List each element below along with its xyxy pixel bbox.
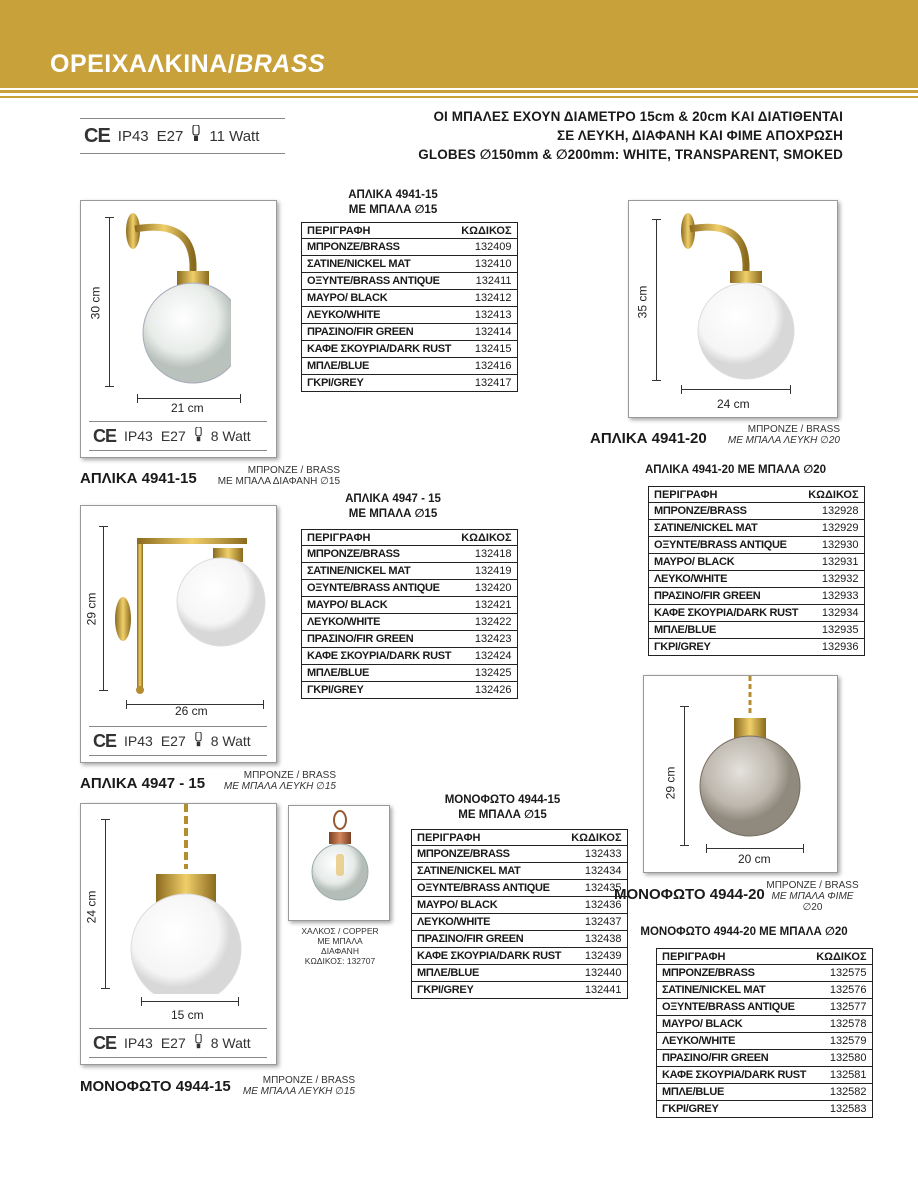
width-label: 15 cm xyxy=(171,1008,204,1022)
finish-description: ΜΠΡΟΝΖΕ/BRASS xyxy=(302,546,457,563)
socket-type: E27 xyxy=(156,127,184,145)
finish-description: ΜΠΡΟΝΖΕ/BRASS xyxy=(412,846,567,863)
product-subtitle: ΜΠΡΟΝΖΕ / BRASS ΜΕ ΜΠΑΛΑ ΛΕΥΚΗ ∅15 xyxy=(223,770,336,792)
product-subtitle: ΜΠΡΟΝΖΕ / BRASS ΜΕ ΜΠΑΛΑ ΛΕΥΚΗ ∅20 xyxy=(727,424,840,446)
globe-note-line3: GLOBES ∅150mm & ∅200mm: WHITE, TRANSPARENT, SMOKED xyxy=(418,147,843,162)
table-row xyxy=(302,273,518,290)
finish-description: ΓΚΡΙ/GREY xyxy=(412,982,567,999)
width-label: 24 cm xyxy=(717,397,750,411)
product-code: 132414 xyxy=(456,324,517,341)
height-label: 29 cm xyxy=(663,766,678,800)
product-code: 132410 xyxy=(456,256,517,273)
table-header-row xyxy=(412,830,628,846)
bulb-icon xyxy=(191,125,201,147)
wattage: 8 Watt xyxy=(210,733,251,749)
table-row xyxy=(657,1016,873,1033)
column-header-description: ΠΕΡΙΓΡΑΦΗ xyxy=(302,223,457,239)
product-code: 132418 xyxy=(456,546,517,563)
width-dimension xyxy=(706,848,804,849)
table-row xyxy=(302,648,518,665)
height-label: 29 cm xyxy=(84,592,99,626)
product-code: 132435 xyxy=(566,880,627,897)
product-code: 132575 xyxy=(811,965,872,982)
header-divider xyxy=(0,90,918,93)
finish-description: ΟΞΥΝΤΕ/BRASS ANTIQUE xyxy=(302,273,457,290)
height-dimension xyxy=(656,219,657,381)
product-code: 132582 xyxy=(811,1084,872,1101)
ip-rating: IP43 xyxy=(117,127,149,145)
column-header-code: ΚΩΔΙΚΟΣ xyxy=(456,530,517,546)
finish-description: ΠΡΑΣΙΝΟ/FIR GREEN xyxy=(649,588,804,605)
wall-lamp-clear-globe-image xyxy=(121,209,231,389)
table-header-row xyxy=(302,530,518,546)
socket-type: E27 xyxy=(160,733,186,749)
table-row xyxy=(302,290,518,307)
finish-description: ΜΠΛΕ/BLUE xyxy=(649,622,804,639)
finish-description: ΜΠΛΕ/BLUE xyxy=(302,665,457,682)
finish-description: ΣΑΤΙΝΕ/NICKEL MAT xyxy=(412,863,567,880)
pendant-lamp-smoked-globe-image xyxy=(694,676,804,846)
table-header-row xyxy=(657,949,873,965)
table-header-row xyxy=(649,487,865,503)
table-row xyxy=(302,341,518,358)
copper-variant-frame xyxy=(288,805,390,921)
bulb-icon xyxy=(194,1034,203,1053)
product-code: 132928 xyxy=(803,503,864,520)
table-row xyxy=(649,537,865,554)
product-code: 132934 xyxy=(803,605,864,622)
product-code: 132433 xyxy=(566,846,627,863)
finish-description: ΜΠΡΟΝΖΕ/BRASS xyxy=(302,239,457,256)
finish-description: ΟΞΥΝΤΕ/BRASS ANTIQUE xyxy=(412,880,567,897)
width-label: 26 cm xyxy=(175,704,208,718)
finish-description: ΠΡΑΣΙΝΟ/FIR GREEN xyxy=(302,631,457,648)
code-table-4944-20 xyxy=(656,948,873,1118)
table-row xyxy=(302,563,518,580)
table-row xyxy=(412,880,628,897)
finish-description: ΜΑΥΡΟ/ BLACK xyxy=(649,554,804,571)
globe-note xyxy=(418,107,843,164)
product-code: 132438 xyxy=(566,931,627,948)
column-header-code: ΚΩΔΙΚΟΣ xyxy=(456,223,517,239)
column-header-description: ΠΕΡΙΓΡΑΦΗ xyxy=(412,830,567,846)
finish-description: ΜΑΥΡΟ/ BLACK xyxy=(302,597,457,614)
table-row xyxy=(302,239,518,256)
code-table-4941-15 xyxy=(301,222,518,392)
table-row xyxy=(302,682,518,699)
finish-description: ΛΕΥΚΟ/WHITE xyxy=(302,614,457,631)
wattage: 8 Watt xyxy=(210,1035,251,1051)
bulb-icon xyxy=(194,427,203,446)
finish-description: ΛΕΥΚΟ/WHITE xyxy=(412,914,567,931)
product-code: 132935 xyxy=(803,622,864,639)
ce-mark-icon: CE xyxy=(84,124,110,147)
width-dimension xyxy=(137,398,241,399)
product-code: 132412 xyxy=(456,290,517,307)
width-dimension xyxy=(681,389,791,390)
table-row xyxy=(302,256,518,273)
table-row xyxy=(302,375,518,392)
height-dimension xyxy=(684,706,685,846)
product-code: 132423 xyxy=(456,631,517,648)
table-row xyxy=(657,999,873,1016)
table-row xyxy=(649,503,865,520)
table-row xyxy=(412,863,628,880)
finish-description: ΣΑΤΙΝΕ/NICKEL MAT xyxy=(302,256,457,273)
table-row xyxy=(302,597,518,614)
product-name: ΜΟΝΟΦΩΤΟ 4944-20 xyxy=(614,886,765,903)
table-row xyxy=(302,614,518,631)
socket-type: E27 xyxy=(160,428,186,444)
product-code: 132933 xyxy=(803,588,864,605)
finish-description: ΜΠΛΕ/BLUE xyxy=(657,1084,812,1101)
header-divider-thin xyxy=(0,96,918,98)
product-name: ΑΠΛΙΚΑ 4941-20 xyxy=(590,430,707,447)
table-row xyxy=(657,1101,873,1118)
column-header-description: ΠΕΡΙΓΡΑΦΗ xyxy=(649,487,804,503)
table-row xyxy=(649,622,865,639)
product-code: 132411 xyxy=(456,273,517,290)
product-frame-4941-15 xyxy=(80,200,277,458)
product-name: ΑΠΛΙΚΑ 4947 - 15 xyxy=(80,775,206,792)
finish-description: ΓΚΡΙ/GREY xyxy=(302,682,457,699)
product-frame-4944-20 xyxy=(643,675,838,873)
column-header-description: ΠΕΡΙΓΡΑΦΗ xyxy=(302,530,457,546)
table-row xyxy=(657,982,873,999)
copper-pendant-image xyxy=(307,810,373,918)
product-frame-4941-20 xyxy=(628,200,838,418)
product-code: 132415 xyxy=(456,341,517,358)
table-title: ΑΠΛΙΚΑ 4941-20 ΜΕ ΜΠΑΛΑ ∅20 xyxy=(644,464,827,476)
height-dimension xyxy=(109,217,110,387)
table-row xyxy=(302,631,518,648)
ip-rating: IP43 xyxy=(124,428,153,444)
product-code: 132424 xyxy=(456,648,517,665)
height-dimension xyxy=(103,526,104,691)
spec-bar-main xyxy=(80,118,285,154)
finish-description: ΜΠΛΕ/BLUE xyxy=(412,965,567,982)
product-code: 132441 xyxy=(566,982,627,999)
product-code: 132409 xyxy=(456,239,517,256)
product-name: ΜΟΝΟΦΩΤΟ 4944-15 xyxy=(80,1078,231,1095)
column-header-code: ΚΩΔΙΚΟΣ xyxy=(803,487,864,503)
column-header-code: ΚΩΔΙΚΟΣ xyxy=(566,830,627,846)
spec-bar xyxy=(89,421,267,451)
spec-bar xyxy=(89,1028,267,1058)
ip-rating: IP43 xyxy=(124,733,153,749)
finish-description: ΠΡΑΣΙΝΟ/FIR GREEN xyxy=(302,324,457,341)
table-title: ΑΠΛΙΚΑ 4941-15 ΜΕ ΜΠΑΛΑ ∅15 xyxy=(348,189,438,216)
finish-description: ΟΞΥΝΤΕ/BRASS ANTIQUE xyxy=(657,999,812,1016)
table-row xyxy=(649,571,865,588)
finish-description: ΜΑΥΡΟ/ BLACK xyxy=(302,290,457,307)
product-code: 132421 xyxy=(456,597,517,614)
table-title: ΜΟΝΟΦΩΤΟ 4944-15 ΜΕ ΜΠΑΛΑ ∅15 xyxy=(444,794,561,821)
finish-description: ΚΑΦΕ ΣΚΟΥΡΙΑ/DARK RUST xyxy=(412,948,567,965)
ip-rating: IP43 xyxy=(124,1035,153,1051)
product-subtitle: ΜΠΡΟΝΖΕ / BRASS ΜΕ ΜΠΑΛΑ ΔΙΑΦΑΝΗ ∅15 xyxy=(217,465,340,487)
finish-description: ΜΠΡΟΝΖΕ/BRASS xyxy=(657,965,812,982)
finish-description: ΚΑΦΕ ΣΚΟΥΡΙΑ/DARK RUST xyxy=(657,1067,812,1084)
table-row xyxy=(412,982,628,999)
product-code: 132437 xyxy=(566,914,627,931)
product-code: 132929 xyxy=(803,520,864,537)
table-row xyxy=(412,897,628,914)
product-code: 132579 xyxy=(811,1033,872,1050)
width-label: 20 cm xyxy=(738,852,771,866)
table-row xyxy=(412,846,628,863)
ce-mark-icon: CE xyxy=(93,425,117,446)
finish-description: ΛΕΥΚΟ/WHITE xyxy=(657,1033,812,1050)
finish-description: ΓΚΡΙ/GREY xyxy=(302,375,457,392)
table-header-row xyxy=(302,223,518,239)
table-row xyxy=(412,948,628,965)
product-code: 132440 xyxy=(566,965,627,982)
finish-description: ΓΚΡΙ/GREY xyxy=(657,1101,812,1118)
product-code: 132577 xyxy=(811,999,872,1016)
product-code: 132581 xyxy=(811,1067,872,1084)
finish-description: ΣΑΤΙΝΕ/NICKEL MAT xyxy=(649,520,804,537)
wattage: 8 Watt xyxy=(210,428,251,444)
width-label: 21 cm xyxy=(171,401,204,415)
product-code: 132416 xyxy=(456,358,517,375)
code-table-4944-15 xyxy=(411,829,628,999)
width-dimension xyxy=(141,1001,239,1002)
table-row xyxy=(412,965,628,982)
product-subtitle: ΜΠΡΟΝΖΕ / BRASS ΜΕ ΜΠΑΛΑ ΛΕΥΚΗ ∅15 xyxy=(242,1075,355,1097)
table-row xyxy=(412,931,628,948)
product-code: 132436 xyxy=(566,897,627,914)
height-label: 24 cm xyxy=(84,890,99,924)
finish-description: ΚΑΦΕ ΣΚΟΥΡΙΑ/DARK RUST xyxy=(302,341,457,358)
table-row xyxy=(649,554,865,571)
table-row xyxy=(302,324,518,341)
table-row xyxy=(649,588,865,605)
ce-mark-icon: CE xyxy=(93,730,117,751)
product-subtitle: ΜΠΡΟΝΖΕ / BRASS ΜΕ ΜΠΑΛΑ ΦΙΜΕ ∅20 xyxy=(766,880,859,913)
wall-lamp-white-globe-image xyxy=(674,209,804,384)
product-frame-4947-15 xyxy=(80,505,277,763)
finish-description: ΜΑΥΡΟ/ BLACK xyxy=(657,1016,812,1033)
finish-description: ΣΑΤΙΝΕ/NICKEL MAT xyxy=(302,563,457,580)
finish-description: ΜΑΥΡΟ/ BLACK xyxy=(412,897,567,914)
height-label: 30 cm xyxy=(88,286,103,320)
ce-mark-icon: CE xyxy=(93,1032,117,1053)
finish-description: ΛΕΥΚΟ/WHITE xyxy=(649,571,804,588)
table-row xyxy=(302,665,518,682)
finish-description: ΜΠΛΕ/BLUE xyxy=(302,358,457,375)
table-row xyxy=(657,1067,873,1084)
product-code: 132580 xyxy=(811,1050,872,1067)
finish-description: ΠΡΑΣΙΝΟ/FIR GREEN xyxy=(657,1050,812,1067)
table-title: ΜΟΝΟΦΩΤΟ 4944-20 ΜΕ ΜΠΑΛΑ ∅20 xyxy=(640,926,848,938)
product-code: 132413 xyxy=(456,307,517,324)
product-code: 132417 xyxy=(456,375,517,392)
finish-description: ΚΑΦΕ ΣΚΟΥΡΙΑ/DARK RUST xyxy=(649,605,804,622)
finish-description: ΓΚΡΙ/GREY xyxy=(649,639,804,656)
wattage: 11 Watt xyxy=(209,127,260,145)
globe-note-line1: ΟΙ ΜΠΑΛΕΣ ΕΧΟΥΝ ΔΙΑΜΕΤΡΟ 15cm & 20cm ΚΑΙ ΔΙΑΤΙΘΕΝΤΑΙ xyxy=(433,109,843,124)
product-code: 132576 xyxy=(811,982,872,999)
table-row xyxy=(412,914,628,931)
product-code: 132930 xyxy=(803,537,864,554)
page-title: ΟΡΕΙΧΑΛΚΙΝΑ/BRASS xyxy=(50,50,326,78)
finish-description: ΟΞΥΝΤΕ/BRASS ANTIQUE xyxy=(649,537,804,554)
table-row xyxy=(302,307,518,324)
product-code: 132936 xyxy=(803,639,864,656)
table-row xyxy=(649,639,865,656)
table-title: ΑΠΛΙΚΑ 4947 - 15 ΜΕ ΜΠΑΛΑ ∅15 xyxy=(345,493,441,520)
column-header-code: ΚΩΔΙΚΟΣ xyxy=(811,949,872,965)
spec-bar xyxy=(89,726,267,756)
product-code: 132578 xyxy=(811,1016,872,1033)
bracket-lamp-white-globe-image xyxy=(111,524,271,694)
code-table-4941-20 xyxy=(648,486,865,656)
table-row xyxy=(657,1050,873,1067)
finish-description: ΚΑΦΕ ΣΚΟΥΡΙΑ/DARK RUST xyxy=(302,648,457,665)
product-code: 132425 xyxy=(456,665,517,682)
product-code: 132439 xyxy=(566,948,627,965)
table-row xyxy=(657,1033,873,1050)
finish-description: ΠΡΑΣΙΝΟ/FIR GREEN xyxy=(412,931,567,948)
height-dimension xyxy=(105,819,106,989)
product-code: 132420 xyxy=(456,580,517,597)
code-table-4947-15 xyxy=(301,529,518,699)
product-code: 132583 xyxy=(811,1101,872,1118)
finish-description: ΛΕΥΚΟ/WHITE xyxy=(302,307,457,324)
product-code: 132434 xyxy=(566,863,627,880)
finish-description: ΟΞΥΝΤΕ/BRASS ANTIQUE xyxy=(302,580,457,597)
table-row xyxy=(657,1084,873,1101)
product-frame-4944-15 xyxy=(80,803,277,1065)
height-label: 35 cm xyxy=(635,285,650,319)
pendant-lamp-white-globe-image xyxy=(121,804,251,994)
table-row xyxy=(649,520,865,537)
product-name: ΑΠΛΙΚΑ 4941-15 xyxy=(80,470,197,487)
product-code: 132931 xyxy=(803,554,864,571)
table-row xyxy=(302,358,518,375)
column-header-description: ΠΕΡΙΓΡΑΦΗ xyxy=(657,949,812,965)
table-row xyxy=(657,965,873,982)
finish-description: ΜΠΡΟΝΖΕ/BRASS xyxy=(649,503,804,520)
globe-note-line2: ΣΕ ΛΕΥΚΗ, ΔΙΑΦΑΝΗ ΚΑΙ ΦΙΜΕ ΑΠΟΧΡΩΣΗ xyxy=(557,128,843,143)
product-code: 132932 xyxy=(803,571,864,588)
table-row xyxy=(302,580,518,597)
copper-variant-note: ΧΑΛΚΟΣ / COPPER ΜΕ ΜΠΑΛΑ ΔΙΑΦΑΝΗ ΚΩΔΙΚΟΣ: 132707 xyxy=(301,926,379,966)
bulb-icon xyxy=(194,732,203,751)
product-code: 132422 xyxy=(456,614,517,631)
table-row xyxy=(302,546,518,563)
socket-type: E27 xyxy=(160,1035,186,1051)
product-code: 132419 xyxy=(456,563,517,580)
table-row xyxy=(649,605,865,622)
product-code: 132426 xyxy=(456,682,517,699)
finish-description: ΣΑΤΙΝΕ/NICKEL MAT xyxy=(657,982,812,999)
